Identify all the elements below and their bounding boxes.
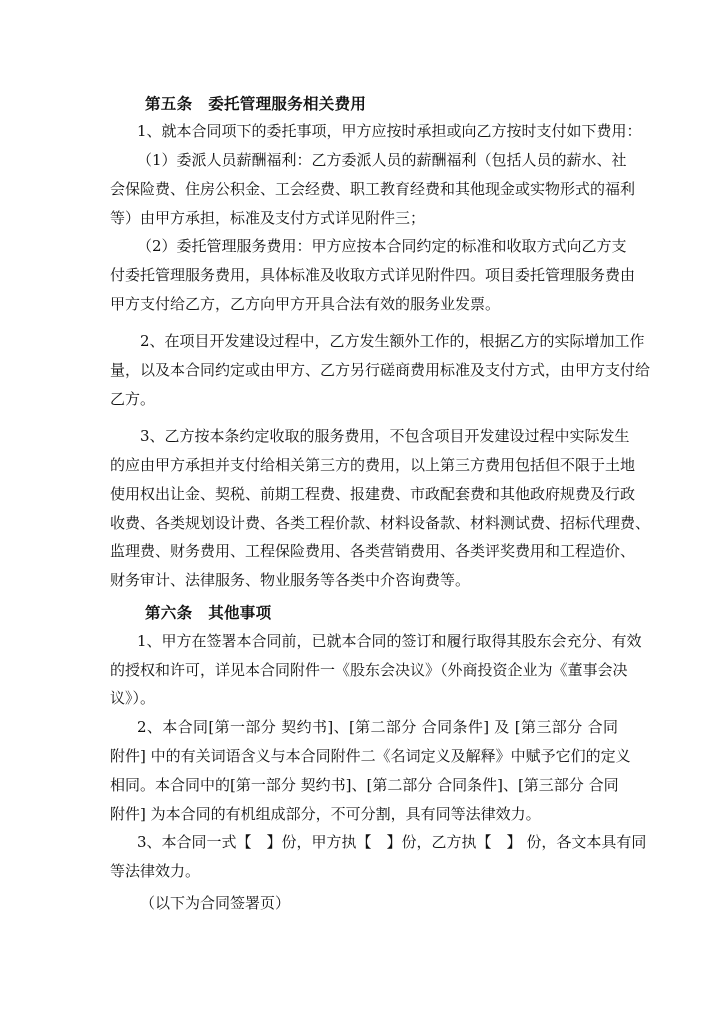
- article-5-heading: 第五条 委托管理服务相关费用: [145, 94, 367, 113]
- art5-item2-line: 量，以及本合同约定或由甲方、乙方另行磋商费用标准及支付方式，由甲方支付给: [110, 361, 651, 379]
- art6-item2-line: 附件] 中的有关词语含义与本合同附件二《名词定义及解释》中赋予它们的定义: [110, 747, 631, 765]
- art6-item3-line: 3、本合同一式【 】份，甲方执【 】份，乙方执【 】 份，各文本具有同: [137, 833, 647, 851]
- art5-item3-line: 收费、各类规划设计费、各类工程价款、材料设备款、材料测试费、招标代理费、: [110, 514, 651, 532]
- art5-item2-line: 2、在项目开发建设过程中，乙方发生额外工作的，根据乙方的实际增加工作: [140, 332, 645, 350]
- art6-item3-line: 等法律效力。: [110, 862, 201, 880]
- art5-item1-lead: 1、就本合同项下的委托事项，甲方应按时承担或向乙方按时支付如下费用：: [137, 122, 642, 140]
- art6-item1-line: 的授权和许可，详见本合同附件一《股东会决议》（外商投资企业为《董事会决: [110, 661, 628, 679]
- art5-item2-line: 乙方。: [110, 390, 156, 408]
- art6-item2-line: 2、本合同[第一部分 契约书]、[第二部分 合同条件] 及 [第三部分 合同: [137, 718, 618, 736]
- art5-item1-sub1-line: 会保险费、住房公积金、工会经费、职工教育经费和其他现金或实物形式的福利: [110, 180, 636, 198]
- art5-item1-sub1-line: 等）由甲方承担，标准及支付方式详见附件三；: [110, 209, 426, 227]
- art6-item1-line: 1、甲方在签署本合同前，已就本合同的签订和履行取得其股东会充分、有效: [137, 632, 642, 650]
- art5-item3-line: 3、乙方按本条约定收取的服务费用，不包含项目开发建设过程中实际发生: [140, 427, 630, 445]
- art6-item1-line: 议》）。: [110, 689, 156, 707]
- art5-item1-sub1-line: （1）委派人员薪酬福利：乙方委派人员的薪酬福利（包括人员的薪水、社: [137, 151, 627, 169]
- art5-item1-sub2-line: （2）委托管理服务费用：甲方应按本合同约定的标准和收取方式向乙方支: [137, 237, 627, 255]
- art5-item3-line: 使用权出让金、契税、前期工程费、报建费、市政配套费和其他政府规费及行政: [110, 485, 636, 503]
- art5-item1-sub2-line: 付委托管理服务费用，具体标准及收取方式详见附件四。项目委托管理服务费由: [110, 266, 636, 284]
- art5-item3-line: 监理费、财务费用、工程保险费用、各类营销费用、各类评奖费用和工程造价、: [110, 542, 636, 560]
- art5-item3-line: 的应由甲方承担并支付给相关第三方的费用，以上第三方费用包括但不限于土地: [110, 456, 636, 474]
- art5-item3-line: 财务审计、法律服务、物业服务等各类中介咨询费等。: [110, 571, 471, 589]
- art6-item2-line: 附件] 为本合同的有机组成部分，不可分割，具有同等法律效力。: [110, 805, 541, 823]
- art5-item1-sub2-line: 甲方支付给乙方，乙方向甲方开具合法有效的服务业发票。: [110, 295, 501, 313]
- art6-item2-line: 相同。本合同中的[第一部分 契约书]、[第二部分 合同条件]、[第三部分 合同: [110, 776, 619, 794]
- article-6-heading: 第六条 其他事项: [145, 603, 272, 622]
- signature-page-note: （以下为合同签署页）: [140, 894, 291, 912]
